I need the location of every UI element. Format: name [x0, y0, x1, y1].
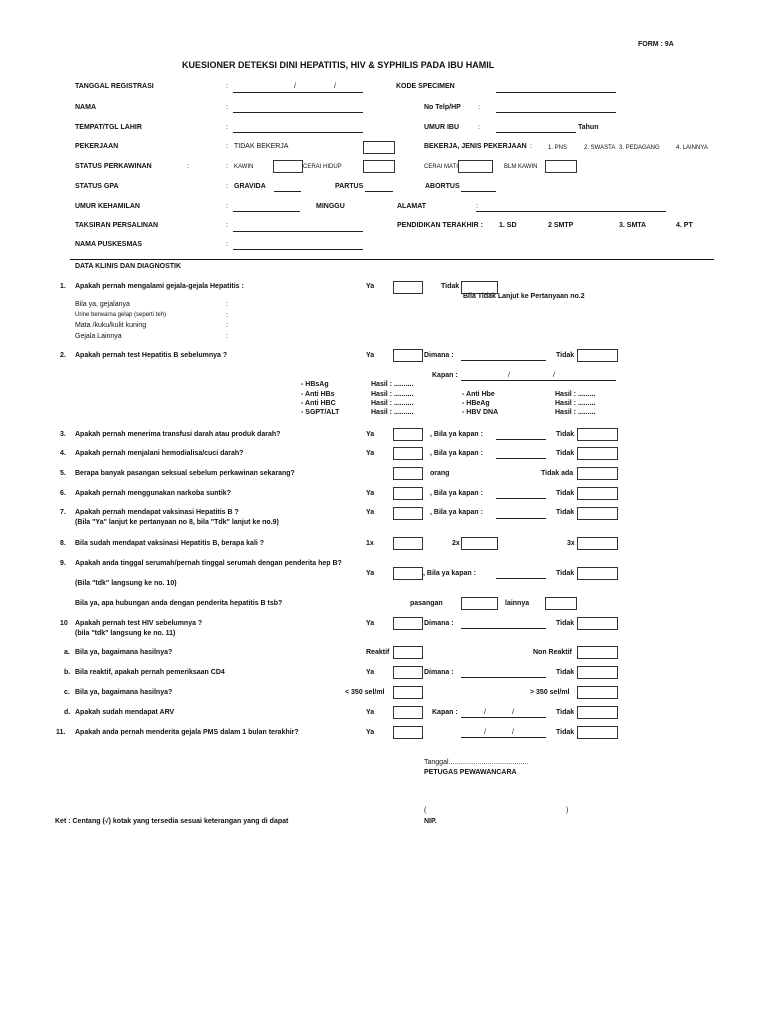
checkbox-cerai-mati[interactable] [458, 160, 493, 173]
q1-sub4: Gejala Lainnya [75, 333, 122, 340]
q10b-tidak-checkbox[interactable] [577, 666, 618, 679]
q6-kapan-field[interactable] [496, 498, 546, 499]
q2-test-sgpt: - SGPT/ALT [301, 409, 340, 416]
field-umur-ibu[interactable] [496, 132, 576, 133]
q10-text: Apakah pernah test HIV sebelumnya ? [75, 620, 203, 627]
q2-test-anti-hbs: - Anti HBs [301, 391, 335, 398]
q2-dimana-field[interactable] [461, 360, 546, 361]
q2-ya-checkbox[interactable] [393, 349, 423, 362]
label-umur-kehamilan: UMUR KEHAMILAN [75, 203, 140, 210]
q8-number: 8. [60, 540, 66, 547]
q9-tidak-checkbox[interactable] [577, 567, 618, 580]
q1-note: Bila Tidak Lanjut ke Pertanyaan no.2 [463, 293, 585, 300]
q5-orang-label: orang [430, 470, 450, 477]
label-pendidikan-terakhir: PENDIDIKAN TERAKHIR : [397, 222, 483, 229]
colon: : [226, 143, 228, 150]
q10c-label: c. [64, 689, 70, 696]
colon: : [187, 163, 189, 170]
q10b-ya-label: Ya [366, 669, 375, 676]
signature-paren-close: ) [566, 807, 569, 814]
q9-pasangan-label: pasangan [410, 600, 443, 607]
q10-ya-label: Ya [366, 620, 375, 627]
q3-ya-checkbox[interactable] [393, 428, 423, 441]
colon: : [226, 322, 228, 329]
q2-tidak-checkbox[interactable] [577, 349, 618, 362]
footer-nip: NIP. [424, 818, 437, 825]
q6-ya-label: Ya [366, 490, 375, 497]
label-partus: PARTUS [335, 183, 364, 190]
option-tidak-bekerja: TIDAK BEKERJA [234, 143, 289, 150]
q4-ya-label: Ya [366, 450, 375, 457]
checkbox-blm-kawin[interactable] [545, 160, 577, 173]
form-code: FORM : 9A [638, 41, 674, 48]
q2-hasil-hbv-dna: Hasil : ......... [555, 409, 596, 416]
q3-tidak-checkbox[interactable] [577, 428, 618, 441]
q9-lainnya-label: lainnya [505, 600, 530, 607]
date-slash: / [484, 729, 486, 736]
q7-note: (Bila "Ya" lanjut ke pertanyaan no 8, bila "Tdk" lanjut ke no.9) [75, 519, 279, 526]
q11-number: 11. [56, 729, 66, 736]
q2-test-hbsag: - HBsAg [301, 381, 329, 388]
q10b-ya-checkbox[interactable] [393, 666, 423, 679]
field-abortus[interactable] [461, 191, 496, 192]
q9-tidak-label: Tidak [556, 570, 575, 577]
q1-sub2: Urine berwarna gelap (seperti teh) [75, 312, 167, 318]
label-nama: NAMA [75, 104, 96, 111]
field-no-telp[interactable] [496, 112, 616, 113]
section-divider [70, 259, 714, 260]
date-slash: / [508, 372, 510, 379]
date-slash: / [512, 729, 514, 736]
option-pt: 4. PT [676, 222, 693, 229]
q1-sub1: Bila ya, gejalanya [75, 301, 130, 308]
q11-kapan-field[interactable] [461, 737, 546, 738]
q4-ya-checkbox[interactable] [393, 447, 423, 460]
q1-ya-label: Ya [366, 283, 375, 290]
q3-kapan-label: , Bila ya kapan : [430, 431, 483, 438]
colon: : [226, 124, 228, 131]
colon: : [226, 163, 228, 170]
q2-test-anti-hbe: - Anti Hbe [462, 391, 495, 398]
q10a-reaktif-label: Reaktif [366, 649, 390, 656]
q11-ya-label: Ya [366, 729, 375, 736]
q2-hasil-anti-hbe: Hasil : ......... [555, 391, 596, 398]
q3-text: Apakah pernah menerima transfusi darah atau produk darah? [75, 431, 281, 438]
checkbox-cerai-hidup[interactable] [363, 160, 395, 173]
q9-text: Apakah anda tinggal serumah/pernah tinggal serumah dengan penderita hep B? [75, 560, 342, 567]
q3-ya-label: Ya [366, 431, 375, 438]
q6-text: Apakah pernah menggunakan narkoba suntik? [75, 490, 231, 497]
q5-text: Berapa banyak pasangan seksual sebelum perkawinan sekarang? [75, 470, 295, 477]
option-cerai-mati: CERAI MATI [424, 164, 458, 170]
q9-ya-label: Ya [366, 570, 375, 577]
q2-hasil-sgpt: Hasil : .......... [371, 409, 414, 416]
q10a-non-reaktif-checkbox[interactable] [577, 646, 618, 659]
label-taksiran-persalinan: TAKSIRAN PERSALINAN [75, 222, 159, 229]
colon: : [226, 301, 228, 308]
q10c-le350-checkbox[interactable] [393, 686, 423, 699]
label-alamat: ALAMAT [397, 203, 427, 210]
label-pekerjaan: PEKERJAAN [75, 143, 119, 150]
q8-1x-checkbox[interactable] [393, 537, 423, 550]
label-nama-puskesmas: NAMA PUSKESMAS [75, 241, 143, 248]
field-umur-kehamilan[interactable] [233, 211, 300, 212]
colon: : [530, 143, 532, 150]
q8-3x-label: 3x [567, 540, 575, 547]
q9-kapan-label: , Bila ya kapan : [423, 570, 476, 577]
colon: : [226, 333, 228, 340]
label-tanggal-registrasi: TANGGAL REGISTRASI [75, 83, 154, 90]
q9-note: (Bila "tdk" langsung ke no. 10) [75, 580, 177, 587]
q9-number: 9. [60, 560, 66, 567]
label-kode-specimen: KODE SPECIMEN [396, 83, 455, 90]
option-swasta: 2. SWASTA [584, 145, 616, 151]
label-abortus: ABORTUS [425, 183, 460, 190]
q10-dimana-field[interactable] [461, 628, 546, 629]
q6-tidak-checkbox[interactable] [577, 487, 618, 500]
footer-keterangan: Ket : Centang (√) kotak yang tersedia sesuai keterangan yang di dapat [55, 818, 289, 825]
q10c-le350-label: < 350 sel/ml [345, 689, 385, 696]
date-slash: / [484, 709, 486, 716]
field-tanggal-registrasi[interactable] [233, 92, 363, 93]
q10c-gt350-checkbox[interactable] [577, 686, 618, 699]
q2-dimana-label: Dimana : [424, 352, 454, 359]
q6-number: 6. [60, 490, 66, 497]
colon: : [226, 241, 228, 248]
q2-test-hbeag: - HBeAg [462, 400, 490, 407]
q4-tidak-label: Tidak [556, 450, 575, 457]
q10b-label: b. [64, 669, 71, 676]
option-lainnya: 4. LAINNYA [676, 145, 708, 151]
colon: : [478, 104, 480, 111]
q10a-reaktif-checkbox[interactable] [393, 646, 423, 659]
q7-ya-label: Ya [366, 509, 375, 516]
q5-count-box[interactable] [393, 467, 423, 480]
colon: : [226, 222, 228, 229]
colon: : [226, 312, 228, 319]
checkbox-kawin[interactable] [273, 160, 303, 173]
label-minggu: MINGGU [316, 203, 345, 210]
q2-hasil-anti-hbs: Hasil : .......... [371, 391, 414, 398]
date-slash: / [512, 709, 514, 716]
q10c-gt350-label: > 350 sel/ml [530, 689, 570, 696]
q10-dimana-label: Dimana : [424, 620, 454, 627]
q11-text: Apakah anda pernah menderita gejala PMS dalam 1 bulan terakhir? [75, 729, 299, 736]
q11-ya-checkbox[interactable] [393, 726, 423, 739]
q2-test-anti-hbc: - Anti HBC [301, 400, 336, 407]
field-taksiran-persalinan[interactable] [233, 231, 363, 232]
label-no-telp: No Telp/HP [424, 104, 461, 111]
colon: : [478, 124, 480, 131]
label-status-gpa: STATUS GPA [75, 183, 119, 190]
q7-kapan-label: , Bila ya kapan : [430, 509, 483, 516]
colon: : [476, 203, 478, 210]
q9-lainnya-checkbox[interactable] [545, 597, 577, 610]
label-tempat-tgl-lahir: TEMPAT/TGL LAHIR [75, 124, 142, 131]
colon: : [226, 104, 228, 111]
q4-kapan-label: , Bila ya kapan : [430, 450, 483, 457]
q10d-tidak-checkbox[interactable] [577, 706, 618, 719]
q10d-tidak-label: Tidak [556, 709, 575, 716]
q2-test-hbv-dna: - HBV DNA [462, 409, 499, 416]
q7-tidak-checkbox[interactable] [577, 507, 618, 520]
q10d-kapan-field[interactable] [461, 717, 546, 718]
q10d-ya-label: Ya [366, 709, 375, 716]
q1-text: Apakah pernah mengalami gejala-gejala Hepatitis : [75, 283, 244, 290]
field-kode-specimen[interactable] [496, 92, 616, 93]
q6-tidak-label: Tidak [556, 490, 575, 497]
q8-1x-label: 1x [366, 540, 374, 547]
form-title: KUESIONER DETEKSI DINI HEPATITIS, HIV & SYPHILIS PADA IBU HAMIL [182, 60, 495, 70]
q10a-label: a. [64, 649, 70, 656]
q7-text: Apakah pernah mendapat vaksinasi Hepatitis B ? [75, 509, 239, 516]
colon: : [226, 183, 228, 190]
q6-ya-checkbox[interactable] [393, 487, 423, 500]
footer-tanggal: Tanggal......................................... [424, 759, 529, 766]
q3-kapan-field[interactable] [496, 439, 546, 440]
q2-text: Apakah pernah test Hepatitis B sebelumnya ? [75, 352, 228, 359]
q10a-non-reaktif-label: Non Reaktif [533, 649, 572, 656]
q6-kapan-label: , Bila ya kapan : [430, 490, 483, 497]
q10-note: (bila "tdk" langsung ke no. 11) [75, 630, 176, 637]
q8-2x-label: 2x [452, 540, 460, 547]
section-title: DATA KLINIS DAN DIAGNOSTIK [75, 263, 182, 270]
option-blm-kawin: BLM KAWIN [504, 164, 538, 170]
field-nama-puskesmas[interactable] [233, 249, 363, 250]
q9-kapan-field[interactable] [496, 578, 546, 579]
q2-number: 2. [60, 352, 66, 359]
q4-kapan-field[interactable] [496, 458, 546, 459]
q10c-text: Bila ya, bagaimana hasilnya? [75, 689, 173, 696]
q7-ya-checkbox[interactable] [393, 507, 423, 520]
q8-text: Bila sudah mendapat vaksinasi Hepatitis B, berapa kali ? [75, 540, 265, 547]
field-gravida[interactable] [274, 191, 301, 192]
q2-hasil-hbeag: Hasil : ......... [555, 400, 596, 407]
label-umur-ibu: UMUR IBU [424, 124, 459, 131]
q10b-tidak-label: Tidak [556, 669, 575, 676]
field-partus[interactable] [365, 191, 393, 192]
option-pedagang: 3. PEDAGANG [619, 145, 660, 151]
q8-2x-checkbox[interactable] [461, 537, 498, 550]
q4-text: Apakah pernah menjalani hemodialisa/cuci darah? [75, 450, 244, 457]
option-pns: 1. PNS [548, 145, 568, 151]
option-smta: 3. SMTA [619, 222, 647, 229]
label-bekerja-jenis: BEKERJA, JENIS PEKERJAAN [424, 143, 527, 150]
label-status-perkawinan: STATUS PERKAWINAN [75, 163, 152, 170]
q10d-text: Apakah sudah mendapat ARV [75, 709, 175, 716]
label-gravida: GRAVIDA [234, 183, 266, 190]
label-tahun: Tahun [578, 124, 599, 131]
q10-tidak-label: Tidak [556, 620, 575, 627]
field-nama[interactable] [233, 112, 363, 113]
checkbox-tidak-bekerja[interactable] [363, 141, 395, 154]
q2-kapan-field[interactable] [461, 380, 616, 381]
q7-number: 7. [60, 509, 66, 516]
q2-ya-label: Ya [366, 352, 375, 359]
q11-tidak-checkbox[interactable] [577, 726, 618, 739]
colon: : [226, 83, 228, 90]
q11-tidak-label: Tidak [556, 729, 575, 736]
option-smtp: 2 SMTP [548, 222, 574, 229]
option-kawin: KAWIN [234, 164, 254, 170]
q10d-ya-checkbox[interactable] [393, 706, 423, 719]
footer-petugas: PETUGAS PEWAWANCARA [424, 769, 517, 776]
q10b-dimana-label: Dimana : [424, 669, 454, 676]
q10-tidak-checkbox[interactable] [577, 617, 618, 630]
q4-number: 4. [60, 450, 66, 457]
q2-tidak-label: Tidak [556, 352, 575, 359]
date-slash: / [334, 83, 336, 90]
q7-tidak-label: Tidak [556, 509, 575, 516]
q9-sub: Bila ya, apa hubungan anda dengan penderita hepatitis B tsb? [75, 600, 283, 607]
option-cerai-hidup: CERAI HIDUP [303, 164, 342, 170]
field-alamat[interactable] [476, 211, 666, 212]
date-slash: / [553, 372, 555, 379]
q10d-kapan-label: Kapan : [432, 709, 458, 716]
q5-tidak-ada-checkbox[interactable] [577, 467, 618, 480]
q3-number: 3. [60, 431, 66, 438]
q10-number: 10 [60, 620, 68, 627]
q2-hasil-hbsag: Hasil : .......... [371, 381, 414, 388]
date-slash: / [294, 83, 296, 90]
q10a-text: Bila ya, bagaimana hasilnya? [75, 649, 173, 656]
q5-tidak-ada-label: Tidak ada [541, 470, 574, 477]
q10-ya-checkbox[interactable] [393, 617, 423, 630]
q2-hasil-anti-hbc: Hasil : .......... [371, 400, 414, 407]
q1-sub3: Mata /kuku/kulit kuning [75, 322, 147, 329]
colon: : [226, 203, 228, 210]
q1-ya-checkbox[interactable] [393, 281, 423, 294]
q10b-text: Bila reaktif, apakah pernah pemeriksaan CD4 [75, 669, 225, 676]
option-sd: 1. SD [499, 222, 517, 229]
q4-tidak-checkbox[interactable] [577, 447, 618, 460]
q10b-dimana-field[interactable] [461, 677, 546, 678]
q9-pasangan-checkbox[interactable] [461, 597, 498, 610]
q1-tidak-label: Tidak [441, 283, 460, 290]
q1-number: 1. [60, 283, 66, 290]
q2-kapan-label: Kapan : [432, 372, 458, 379]
q5-number: 5. [60, 470, 66, 477]
q10d-label: d. [64, 709, 71, 716]
q3-tidak-label: Tidak [556, 431, 575, 438]
field-tempat-tgl-lahir[interactable] [233, 132, 363, 133]
q7-kapan-field[interactable] [496, 518, 546, 519]
signature-paren-open: ( [424, 807, 427, 814]
q9-ya-checkbox[interactable] [393, 567, 423, 580]
q8-3x-checkbox[interactable] [577, 537, 618, 550]
